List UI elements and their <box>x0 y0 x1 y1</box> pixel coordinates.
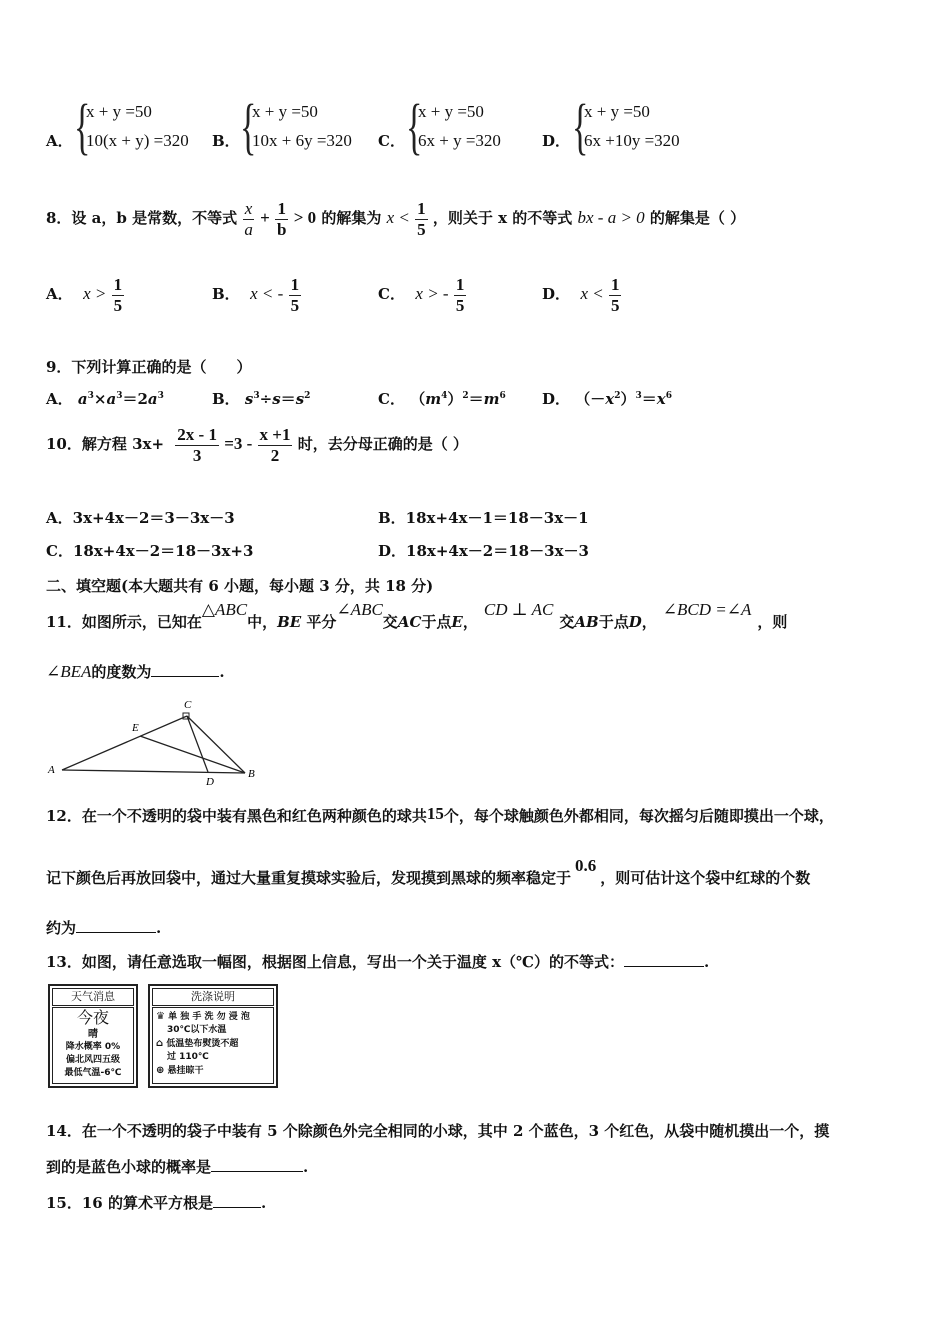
weather-min-temp: 最低气温-6℃ <box>64 1068 122 1078</box>
q7-option-a-brace: { <box>74 93 91 161</box>
q7-option-b-eq2: 10x + 6y =320 <box>252 131 352 150</box>
label-d: D <box>206 776 214 788</box>
q7-option-c-brace: { <box>406 93 423 161</box>
q7-option-c-label: C． <box>378 132 405 150</box>
q14-answer-blank[interactable] <box>211 1157 303 1172</box>
wash-line1: 单 独 手 洗 勿 浸 泡 <box>168 1012 250 1022</box>
label-a: A <box>48 764 55 776</box>
q7-option-d-label: D． <box>542 132 571 150</box>
q8-option-a: A． x > $\frac{1}{5}$ <box>46 274 123 315</box>
weather-card <box>48 984 138 1088</box>
q9-option-b: B． $s^3\div s=s^2$ <box>212 390 311 408</box>
q7-option-c-eq2: 6x + y =320 <box>418 131 501 150</box>
q7-option-a-eq2: 10(x + y) =320 <box>86 131 189 150</box>
q12-line3: 约为 . <box>46 919 162 937</box>
label-b: B <box>248 768 255 780</box>
wash-line3: 低温垫布熨烫不超 <box>166 1039 239 1049</box>
q8-option-d: D． x < $\frac{1}{5}$ <box>542 274 620 315</box>
q7-option-d-eq1: x + y =50 <box>584 102 650 121</box>
q7-option-c-eq1: x + y =50 <box>418 102 484 121</box>
wash-card <box>148 984 278 1088</box>
q7-option-a-label: A． <box>46 132 73 150</box>
q15-answer-blank[interactable] <box>213 1193 261 1208</box>
q12-line1: 12．在一个不透明的袋中装有黑色和红色两种颜色的球共15个，每个球触颜色外都相同，每次摇匀后随即摸出一个球， <box>46 804 834 825</box>
q14-line1: 14．在一个不透明的袋子中装有 5 个除颜色外完全相同的小球，其中 2 个蓝色，3 个红色，从袋中随机摸出一个，摸 <box>46 1122 830 1140</box>
handwash-icon: ♛ <box>156 1011 165 1022</box>
hang-dry-icon: ⊕ <box>156 1065 165 1076</box>
wash-line4: 过 110℃ <box>167 1052 209 1062</box>
weather-sunny: 晴 <box>88 1029 98 1040</box>
q7-option-b-brace: { <box>240 93 257 161</box>
q11-answer-blank[interactable] <box>151 662 219 677</box>
label-c: C <box>184 699 192 711</box>
label-e: E <box>132 722 139 734</box>
weather-title: 天气消息 <box>52 988 134 1006</box>
wash-line2: 30℃以下水温 <box>167 1025 227 1035</box>
q7-option-a-eq1: x + y =50 <box>86 102 152 121</box>
q11-stem: 11．如图所示，已知在△ABC中，BE 平分∠ABC交AC于点E，CD ⊥ AC交AB于点D，∠BCD =∠A，则 <box>46 600 788 631</box>
section-heading: 二、填空题(本大题共有 6 小题，每小题 3 分，共 18 分) <box>46 577 434 595</box>
q9-stem: 9．下列计算正确的是（ ） <box>46 358 252 376</box>
weather-precip: 降水概率 0% <box>65 1042 121 1052</box>
q10-option-a: A．3x+4x－2＝3－3x－3 <box>46 509 235 527</box>
q13-stem: 13．如图，请任意选取一幅图，根据图上信息，写出一个关于温度 x（℃）的不等式： . <box>46 953 710 971</box>
q7-option-b-eq1: x + y =50 <box>252 102 318 121</box>
q7-option-d-brace: { <box>572 93 589 161</box>
q8-stem: 8．设 a，b 是常数，不等式 $\frac{x}{a}$ + $\frac{1}{b}$ > 0 的解集为 x < $\frac{1}{5}$ ，则关于 x 的不等式 bx - a > 0 的解集是（ ） <box>46 198 746 239</box>
q7-option-b-label: B． <box>212 132 240 150</box>
q9-option-c: C． $(m^4)^2=m^6$ <box>378 390 506 408</box>
q9-option-a: A． $a^3\times a^3=2a^3$ <box>46 390 164 408</box>
q9-option-d: D． $(-x^2)^3=x^6$ <box>542 390 672 408</box>
q8-option-c: C． x > - $\frac{1}{5}$ <box>378 274 465 315</box>
q7-option-d-eq2: 6x +10y =320 <box>584 131 680 150</box>
q12-line2: 记下颜色后再放回袋中，通过大量重复摸球实验后，发现摸到黑球的频率稳定于0.6，则可估计这个袋中红球的个数 <box>46 856 811 887</box>
weather-tonight: 今夜 <box>76 1008 109 1027</box>
q10-option-c: C．18x+4x－2＝18－3x+3 <box>46 542 254 560</box>
q13-answer-blank[interactable] <box>624 952 704 967</box>
q15-stem: 15．16 的算术平方根是 . <box>46 1194 267 1212</box>
q11-line2: ∠BEA的度数为 . <box>46 662 225 681</box>
q10-option-d: D．18x+4x－2＝18－3x－3 <box>378 542 589 560</box>
iron-icon: ⌂ <box>156 1038 164 1049</box>
q14-line2: 到的是蓝色小球的概率是 . <box>46 1158 309 1176</box>
triangle-figure <box>40 695 270 790</box>
q12-answer-blank[interactable] <box>76 918 156 933</box>
wash-line5: 悬挂晾干 <box>167 1066 204 1076</box>
weather-wind: 偏北风四五级 <box>65 1055 120 1065</box>
q10-option-b: B．18x+4x－1＝18－3x－1 <box>378 509 589 527</box>
q8-option-b: B． x < - $\frac{1}{5}$ <box>212 274 300 315</box>
wash-title: 洗涤说明 <box>152 988 274 1006</box>
q10-stem: 10．解方程 3x+ $\frac{2x - 1}{3}$ =3 - $\frac{x +1}{2}$ 时，去分母正确的是（ ） <box>46 424 468 465</box>
